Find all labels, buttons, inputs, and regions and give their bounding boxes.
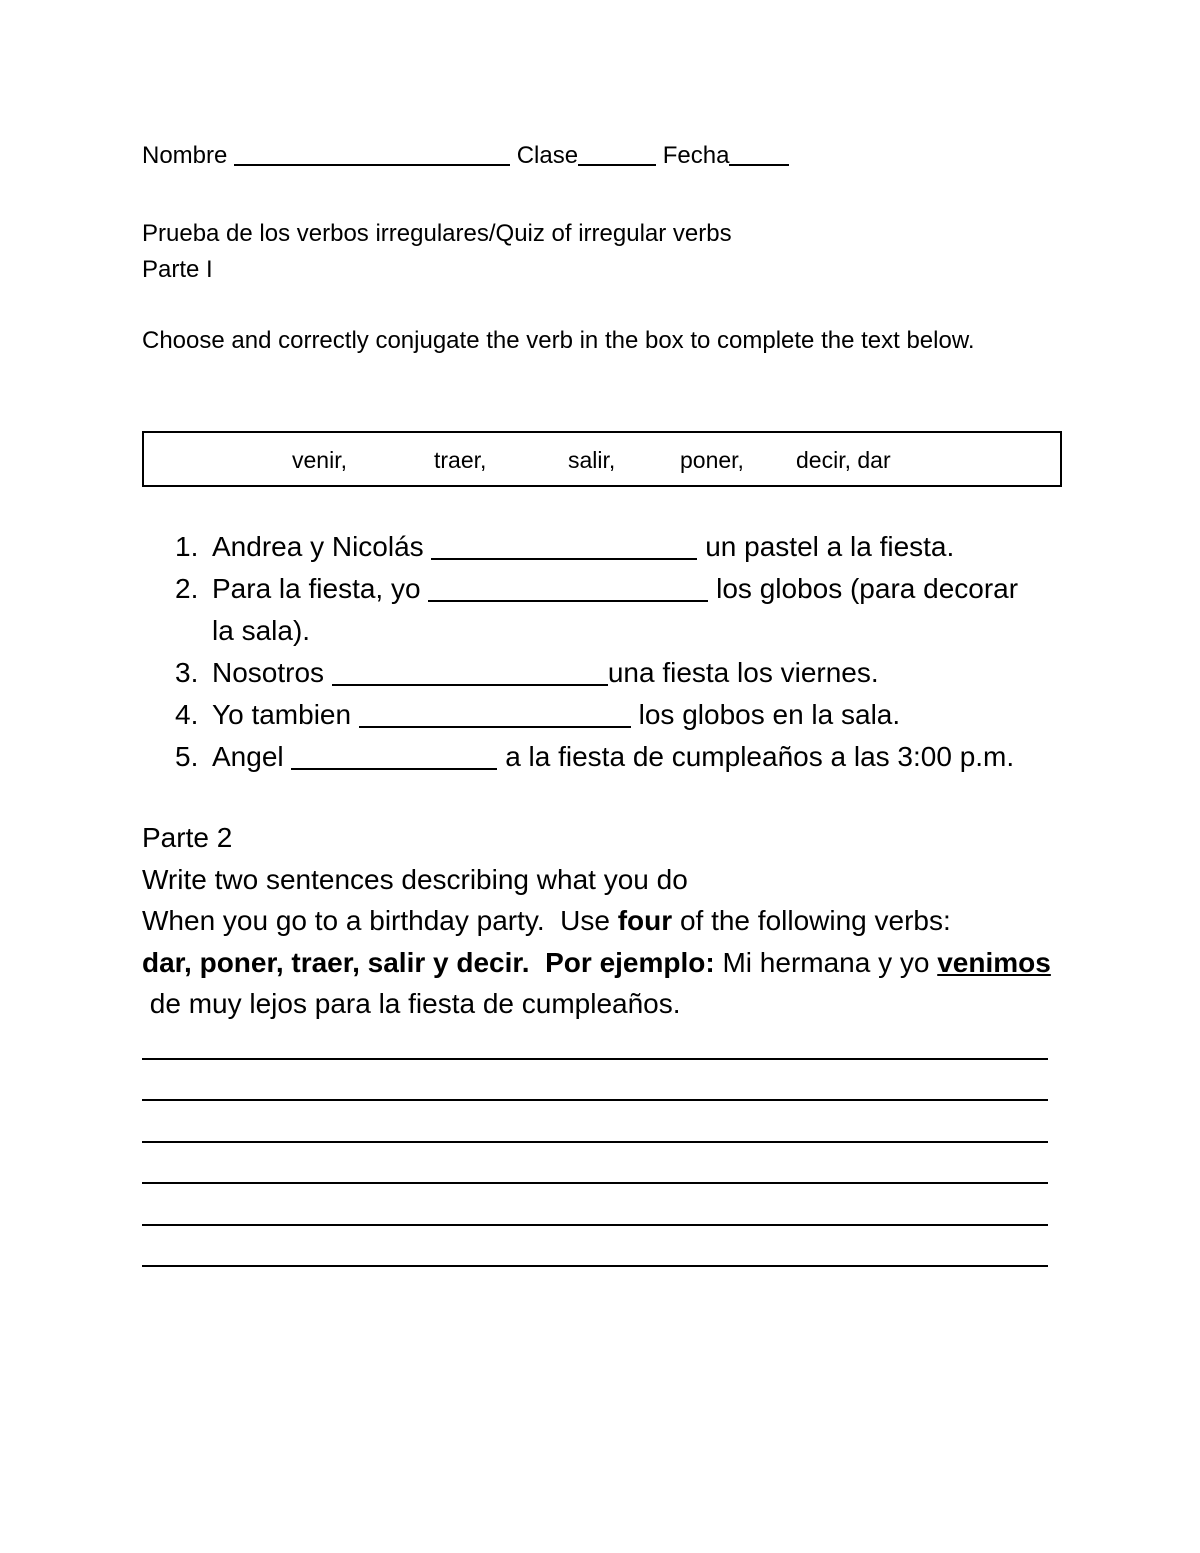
question-text-before: Andrea y Nicolás <box>212 531 424 562</box>
question-item <box>142 736 1042 778</box>
part-2-example <box>142 942 1062 1025</box>
answer-line[interactable] <box>142 1060 1048 1102</box>
class-blank[interactable] <box>578 142 656 166</box>
prompt-text-end: of the following verbs: <box>672 905 951 936</box>
verb-salir: salir, <box>568 447 616 473</box>
answer-line[interactable] <box>142 1101 1048 1143</box>
question-item <box>142 652 1042 694</box>
part-1-heading: Parte I <box>142 256 213 283</box>
question-number: 2. <box>175 573 199 604</box>
question-text-after: a la fiesta de cumpleaños a las 3:00 p.m. <box>505 741 1015 772</box>
answer-blank[interactable] <box>332 658 608 686</box>
question-text-before: Angel <box>212 741 284 772</box>
part-2-prompt-line-1: Write two sentences describing what you do <box>142 863 688 895</box>
question-text-before: Yo tambien <box>212 699 352 730</box>
prompt-bold-four: four <box>617 905 673 936</box>
question-text-before: Nosotros <box>212 657 325 688</box>
answer-blank[interactable] <box>359 700 631 728</box>
answer-blank[interactable] <box>428 574 708 602</box>
date-label: Fecha <box>662 142 730 169</box>
question-number: 4. <box>175 699 199 730</box>
answer-line[interactable] <box>142 1184 1048 1226</box>
example-text: Mi hermana y yo <box>714 946 930 978</box>
verb-poner: poner, <box>680 447 744 473</box>
class-label: Clase <box>516 142 579 169</box>
example-label: Por ejemplo: <box>545 946 715 978</box>
question-text-after: un pastel a la fiesta. <box>705 531 955 562</box>
verb-list-bold: dar, poner, traer, salir y decir. <box>142 946 530 978</box>
prompt-text: When you go to a birthday party. Use <box>142 905 618 936</box>
example-text-end: de muy lejos para la fiesta de cumpleaños. <box>142 988 681 1019</box>
question-number: 1. <box>175 531 199 562</box>
question-number: 5. <box>175 741 199 772</box>
answer-blank[interactable] <box>431 532 697 560</box>
name-blank[interactable] <box>234 142 510 166</box>
answer-lines <box>142 1018 1048 1267</box>
answer-line[interactable] <box>142 1018 1048 1060</box>
answer-blank[interactable] <box>291 742 497 770</box>
question-text-before: Para la fiesta, yo <box>212 573 421 604</box>
answer-line[interactable] <box>142 1143 1048 1185</box>
question-text-after: una fiesta los viernes. <box>607 657 879 688</box>
question-item <box>142 568 1042 652</box>
question-number: 3. <box>175 657 199 688</box>
answer-line[interactable] <box>142 1226 1048 1268</box>
question-list <box>142 526 1042 778</box>
verb-venir: venir, <box>292 447 347 473</box>
verb-decir-dar: decir, dar <box>796 447 891 473</box>
instructions: Choose and correctly conjugate the verb in the box to complete the text below. <box>142 327 975 354</box>
quiz-title <box>142 216 732 288</box>
question-text-after: los globos en la sala. <box>638 699 901 730</box>
part-2-prompt-line-2 <box>142 900 1062 942</box>
verb-traer: traer, <box>434 447 487 473</box>
student-info-header <box>142 142 789 170</box>
name-label: Nombre <box>142 142 228 169</box>
date-blank[interactable] <box>729 142 789 166</box>
question-item <box>142 694 1042 736</box>
example-verb: venimos <box>937 946 1051 978</box>
question-text-after: los globos (para decorar la sala). <box>212 573 1019 646</box>
quiz-title-text: Prueba de los verbos irregulares/Quiz of irregular verbs <box>142 220 732 247</box>
part-2-section <box>142 817 1062 1025</box>
part-2-heading: Parte 2 <box>142 822 233 853</box>
verb-box <box>142 431 1062 487</box>
question-item <box>142 526 1042 568</box>
